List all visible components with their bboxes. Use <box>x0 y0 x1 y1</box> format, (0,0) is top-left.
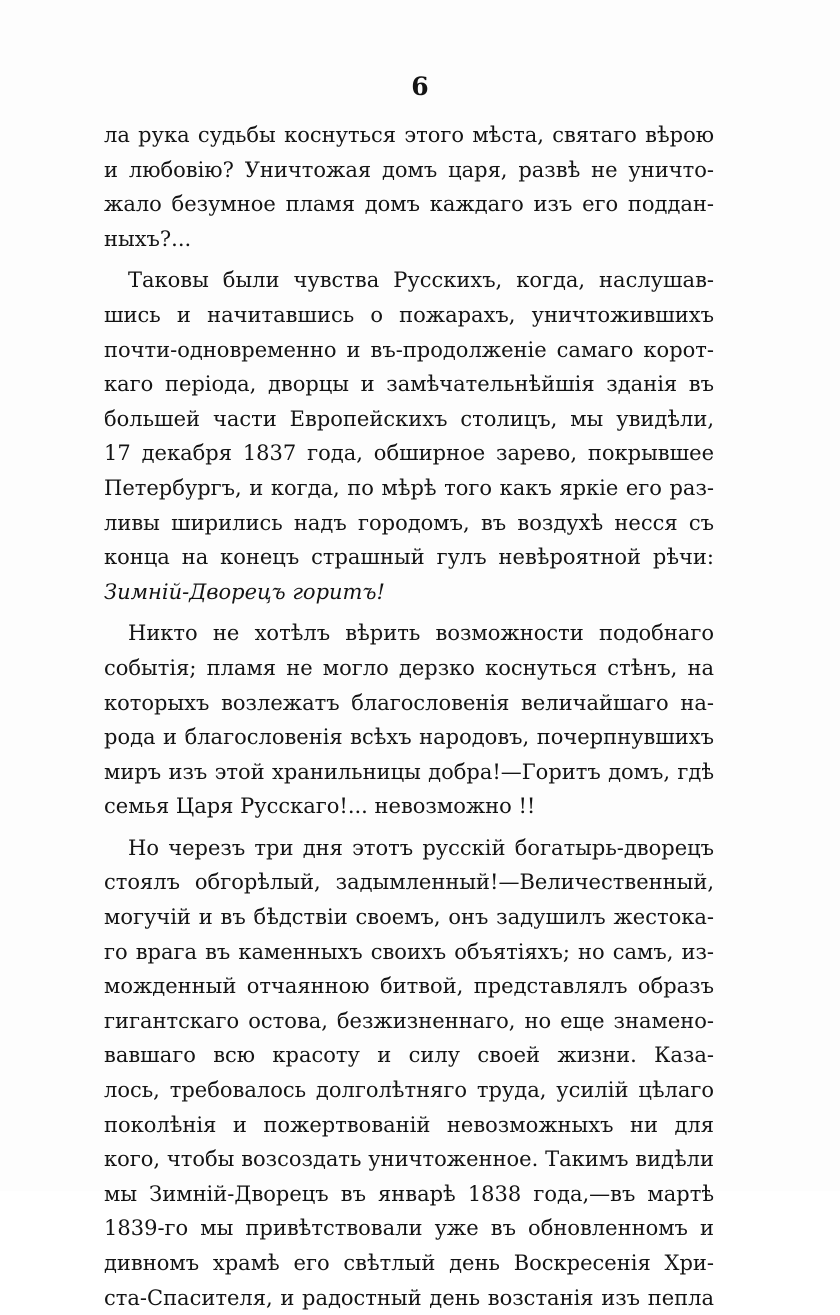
text-line: ныхъ?... <box>104 226 192 251</box>
text-line: семья Царя Русскаго!... невозможно !! <box>104 794 536 819</box>
text-line: почти-одновременно и въ-продолженіе самаго корот- <box>104 337 714 362</box>
text-line: могучій и въ бѣдствіи своемъ, онъ задушилъ жестока- <box>104 905 714 930</box>
text-line: каго періода, дворцы и замѣчательнѣйшія зданія въ <box>104 372 714 397</box>
text-line: ла рука судьбы коснуться этого мѣста, святаго вѣрою <box>104 123 714 147</box>
text-line: можденный отчаянною битвой, представлялъ образъ <box>104 974 714 999</box>
text-line: дивномъ храмѣ его свѣтлый день Воскресенія Хри- <box>104 1251 714 1275</box>
text-line: конца на конецъ страшный гулъ невѣроятной рѣчи: <box>104 545 714 570</box>
body-text <box>104 118 714 1315</box>
text-line: гигантскаго остова, безжизненнаго, но еще знамено- <box>104 1008 714 1033</box>
text-line: миръ изъ этой хранильницы добра!—Горитъ домъ, гдѣ <box>104 759 714 784</box>
italic-exclamation-line: Зимній-Дворецъ горитъ! <box>104 579 385 604</box>
text-line: кого, чтобы возсоздать уничтоженное. Такимъ видѣли <box>104 1147 714 1172</box>
text-line: ста-Спасителя, и радостный день возстанія изъ пепла <box>104 1285 714 1310</box>
text-line: рода и благословенія всѣхъ народовъ, почерпнувшихъ <box>104 725 714 750</box>
text-line: 17 декабря 1837 года, обширное зарево, покрывшее <box>104 441 714 466</box>
text-line: мы Зимній-Дворецъ въ январѣ 1838 года,—въ мартѣ <box>104 1181 714 1206</box>
text-line: лось, требовалось долголѣтняго труда, усилій цѣлаго <box>104 1078 714 1103</box>
text-line: ливы ширились надъ городомъ, въ воздухѣ несся съ <box>104 510 714 535</box>
text-line: жало безумное пламя домъ каждаго изъ его поддан- <box>104 192 714 217</box>
text-line: которыхъ возлежатъ благословенія величайшаго на- <box>104 690 714 715</box>
text-line: го врага въ каменныхъ своихъ объятіяхъ; но самъ, из- <box>104 939 714 964</box>
text-line: Петербургъ, и когда, по мѣрѣ того какъ яркіе его раз- <box>104 475 714 500</box>
text-line: Но черезъ три дня этотъ русскій богатырь-дворецъ <box>128 835 714 860</box>
text-line: вавшаго всю красоту и силу своей жизни. Каза- <box>104 1043 714 1068</box>
text-line: большей части Европейскихъ столицъ, мы увидѣли, <box>104 406 714 431</box>
page-number: 6 <box>411 72 429 101</box>
text-line: шись и начитавшись о пожарахъ, уничтожившихъ <box>104 302 714 327</box>
text-line: Никто не хотѣлъ вѣрить возможности подобнаго <box>128 621 714 646</box>
text-line: стоялъ обгорѣлый, задымленный!—Величественный, <box>104 870 714 895</box>
text-line: и любовію? Уничтожая домъ царя, развѣ не уничто- <box>104 157 714 182</box>
text-line: 1839-го мы привѣтствовали уже въ обновленномъ и <box>104 1216 714 1241</box>
text-line: событія; пламя не могло дерзко коснуться стѣнъ, на <box>104 655 714 680</box>
text-line: Таковы были чувства Русскихъ, когда, наслушав- <box>128 268 714 293</box>
text-line: поколѣнія и пожертвованій невозможныхъ ни для <box>104 1112 714 1137</box>
